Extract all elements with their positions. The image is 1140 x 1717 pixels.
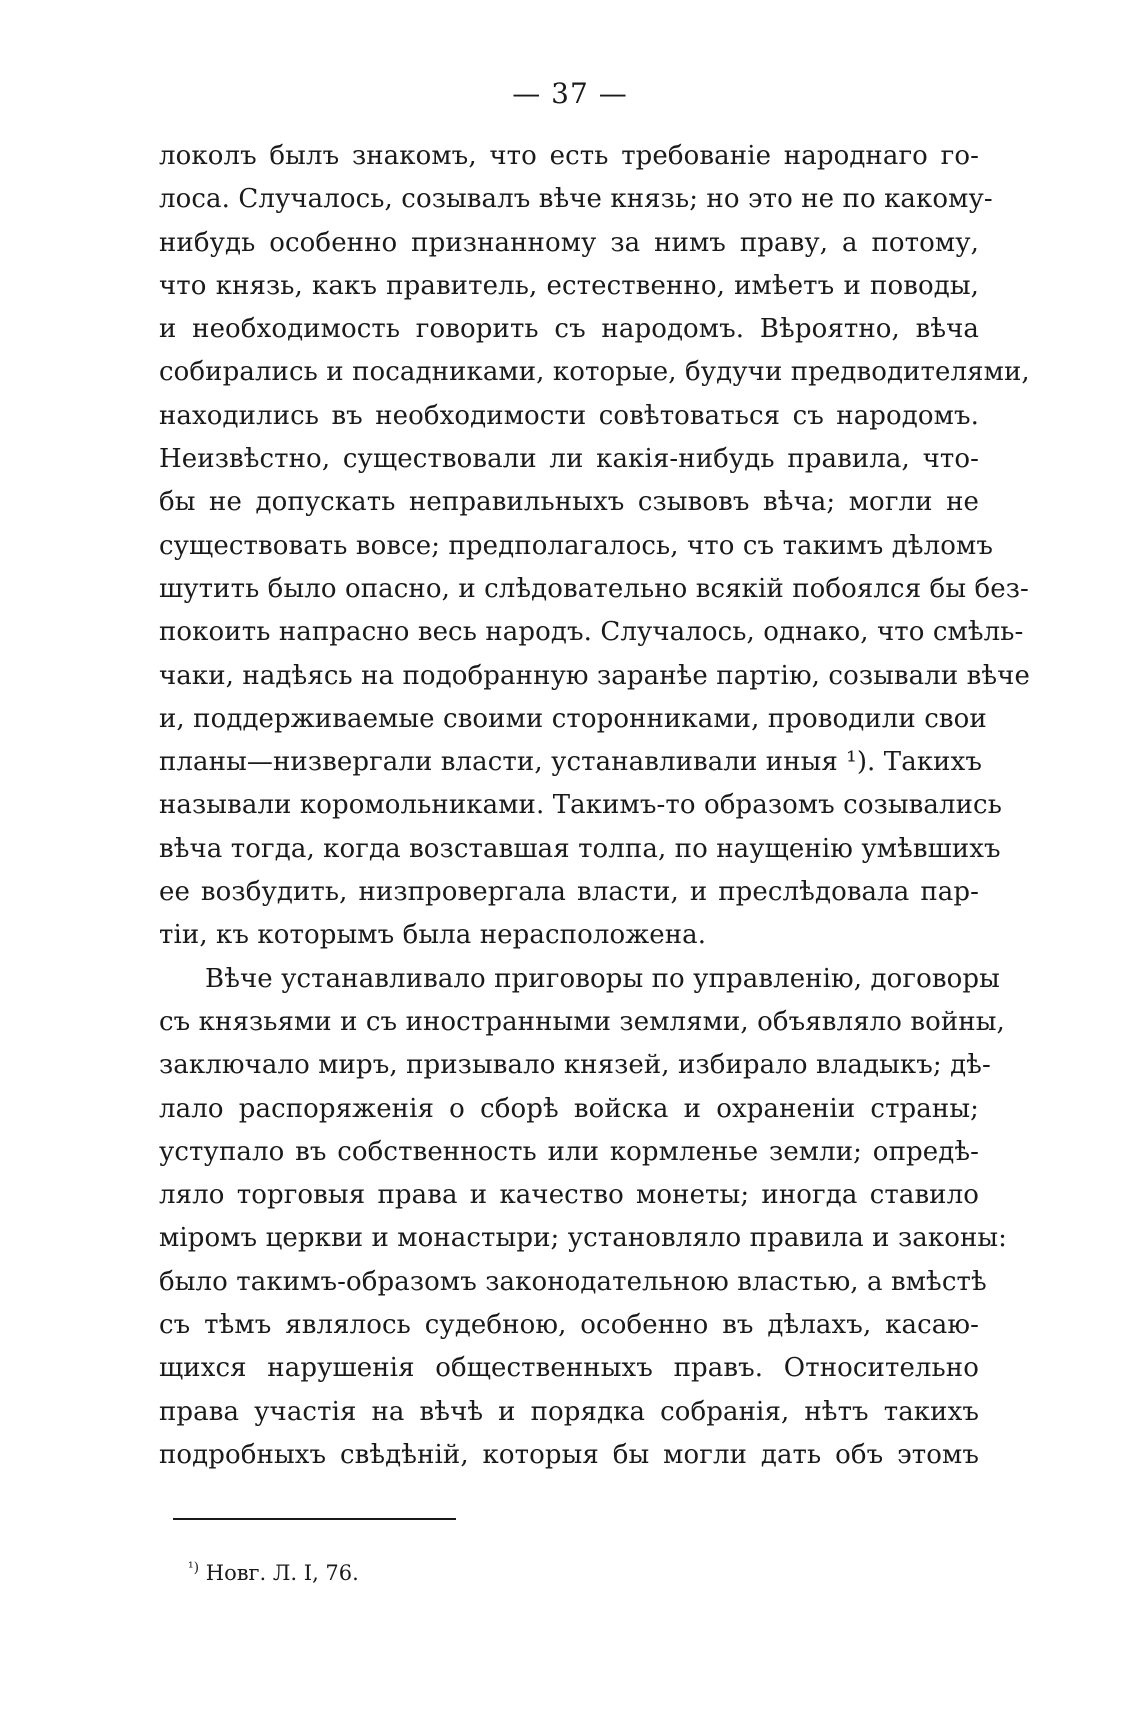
text-line: права участія на вѣчѣ и порядка собранія, нѣтъ такихъ <box>159 1396 979 1427</box>
paragraph-1 <box>159 135 1030 958</box>
text-line: покоить напрасно весь народъ. Случалось, однако, что смѣль- <box>159 617 1024 648</box>
text-line: ее возбудить, низпровергала власти, и преслѣдовала пар- <box>159 877 979 908</box>
text-line: называли коромольниками. Такимъ-то образомъ созывались <box>159 790 1002 821</box>
text-line: планы—низвергали власти, устанавливали иныя ¹). Такихъ <box>159 747 983 778</box>
body-text <box>159 135 1030 1477</box>
text-line: и необходимость говорить съ народомъ. Вѣроятно, вѣча <box>159 314 979 345</box>
text-line: Неизвѣстно, существовали ли какія-нибудь правила, что- <box>159 444 979 475</box>
text-line: и, поддерживаемые своими сторонниками, проводили свои <box>159 703 987 734</box>
footnote-divider <box>173 1518 456 1520</box>
page-number: — 37 — <box>512 77 628 110</box>
text-line: шутить было опасно, и слѣдовательно всякій побоялся бы без- <box>159 573 1029 604</box>
text-line: существовать вовсе; предполагалось, что съ такимъ дѣломъ <box>159 530 993 561</box>
text-line: собирались и посадниками, которые, будучи предводителями, <box>159 357 1030 388</box>
footnote <box>188 1558 359 1588</box>
text-line: вѣча тогда, когда возставшая толпа, по наущенію умѣвшихъ <box>159 833 1001 864</box>
text-line: щихся нарушенія общественныхъ правъ. Относительно <box>159 1353 979 1384</box>
footnote-marker: ¹) <box>188 1560 200 1576</box>
text-line: чаки, надѣясь на подобранную заранѣе партію, созывали вѣче <box>159 660 1030 691</box>
text-line: нибудь особенно признанному за нимъ праву, а потому, <box>159 227 979 258</box>
text-line: лоса. Случалось, созывалъ вѣче князь; но это не по какому- <box>159 184 993 215</box>
text-line: тіи, къ которымъ была нерасположена. <box>159 920 707 951</box>
text-line: что князь, какъ правитель, естественно, имѣетъ и поводы, <box>159 270 979 301</box>
footnote-text: Новг. Л. I, 76. <box>205 1561 359 1585</box>
text-line: бы не допускать неправильныхъ сзывовъ вѣча; могли не <box>159 487 979 518</box>
text-line: ляло торговыя права и качество монеты; иногда ставило <box>159 1180 979 1211</box>
text-line: было такимъ-образомъ законодательною властью, а вмѣстѣ <box>159 1266 987 1297</box>
text-line: локолъ былъ знакомъ, что есть требованіе народнаго го- <box>159 141 979 171</box>
text-line: подробныхъ свѣдѣній, которыя бы могли дать объ этомъ <box>159 1439 979 1470</box>
text-line: съ князьями и съ иностранными землями, объявляло войны, <box>159 1006 1005 1037</box>
text-line: міромъ церкви и монастыри; установляло правила и законы: <box>159 1223 1008 1254</box>
paragraph-2 <box>159 958 1008 1478</box>
text-line: съ тѣмъ являлось судебною, особенно въ дѣлахъ, касаю- <box>159 1310 979 1341</box>
text-line: находились въ необходимости совѣтоваться съ народомъ. <box>159 400 979 431</box>
text-line: уступало въ собственность или кормленье земли; опредѣ- <box>159 1136 979 1167</box>
text-line: лало распоряженія о сборѣ войска и охраненіи страны; <box>159 1093 979 1124</box>
text-line: заключало миръ, призывало князей, избирало владыкъ; дѣ- <box>159 1050 991 1081</box>
text-line: Вѣче устанавливало приговоры по управленію, договоры <box>205 963 1000 994</box>
